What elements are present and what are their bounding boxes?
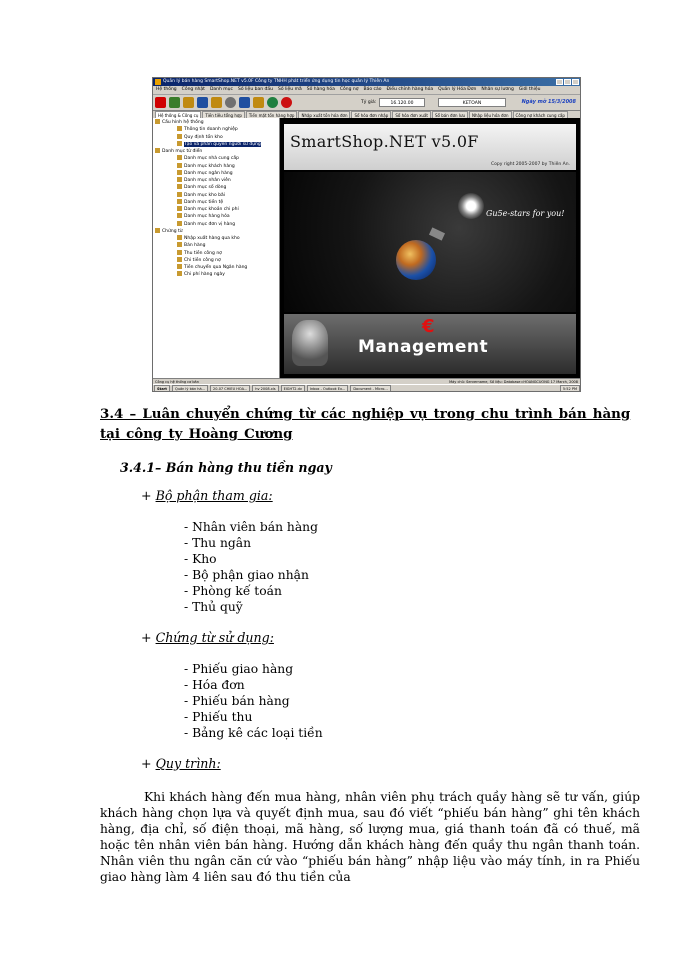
- document-icon: [177, 271, 182, 276]
- folder-icon[interactable]: [183, 97, 194, 108]
- process-paragraph: [100, 789, 640, 885]
- tree-node[interactable]: [153, 213, 279, 220]
- forward-icon[interactable]: [239, 97, 250, 108]
- document-icon: [177, 155, 182, 160]
- euro-icon: €: [422, 316, 435, 337]
- tree-node-label: Danh mục từ điển: [162, 149, 203, 154]
- folder-icon: [155, 148, 160, 153]
- slogan-text: Gu5e-stars for you!: [486, 209, 565, 218]
- tree-node[interactable]: [153, 155, 279, 162]
- tree-node-label: Quy định tồn kho: [184, 134, 223, 140]
- document-icon: [177, 221, 182, 226]
- document-icon: [177, 141, 182, 146]
- section-documents-label: [141, 630, 274, 645]
- menu-item[interactable]: Báo cáo: [363, 87, 382, 92]
- bullet-plus: +: [141, 488, 156, 503]
- taskbar-item[interactable]: Quản lý bán hà...: [172, 385, 208, 392]
- rate-field[interactable]: 16.120.00: [379, 98, 425, 107]
- copyright-text: Copy right 2005-2007 by Thiên An.: [490, 162, 570, 167]
- taskbar-item[interactable]: 20-07 CHIEU HOA...: [210, 385, 250, 392]
- participants-label: Bộ phận tham gia:: [155, 488, 273, 503]
- tree-node[interactable]: [153, 199, 279, 206]
- user-field[interactable]: KETOAN: [438, 98, 506, 107]
- document-icon: [177, 163, 182, 168]
- minimize-icon[interactable]: [556, 79, 563, 85]
- participants-list: [184, 519, 318, 615]
- document-icon: [177, 177, 182, 182]
- tab[interactable]: Tiền mặt tồn hàng hợp: [246, 111, 298, 119]
- section-process-label: [141, 756, 221, 771]
- arrow-icon[interactable]: [197, 97, 208, 108]
- tree-node[interactable]: [153, 250, 279, 257]
- tree-node[interactable]: [153, 163, 279, 170]
- list-item: - Thu ngân: [184, 536, 252, 550]
- tree-node[interactable]: [153, 192, 279, 199]
- document-icon: [177, 264, 182, 269]
- function-tree: [153, 118, 280, 379]
- tree-node[interactable]: [153, 271, 279, 278]
- rate-label: Tỷ giá:: [361, 100, 377, 105]
- app-titlebar: [153, 78, 580, 86]
- tree-node-label: Danh mục số dòng: [184, 185, 227, 191]
- menu-item[interactable]: Số liệu ban đầu: [238, 87, 273, 92]
- app-icon: [155, 79, 161, 85]
- document-icon: [177, 242, 182, 247]
- tree-node[interactable]: [153, 228, 279, 235]
- splash-banner: [280, 118, 580, 378]
- tree-node[interactable]: [153, 148, 279, 155]
- list-item: - Hóa đơn: [184, 678, 245, 692]
- list-item: - Kho: [184, 552, 217, 566]
- status-right: Máy chủ: Servername, Số liệu: Database=HOANGCUONG 17 March, 2008: [449, 380, 578, 384]
- tree-node[interactable]: [153, 119, 279, 126]
- coins-icon[interactable]: [211, 97, 222, 108]
- menu-item[interactable]: Hệ thống: [156, 87, 177, 92]
- tree-node[interactable]: [153, 257, 279, 264]
- document-icon: [177, 134, 182, 139]
- start-button[interactable]: Start: [154, 385, 170, 392]
- smartshop-screenshot: [152, 77, 581, 392]
- help-icon[interactable]: [225, 97, 236, 108]
- taskbar-item[interactable]: Document - Micro...: [350, 385, 390, 392]
- menu-item[interactable]: Danh mục: [209, 87, 234, 92]
- tab[interactable]: Sổ hóa đơn xuất: [392, 111, 431, 119]
- list-item: - Phiếu giao hàng: [184, 662, 294, 676]
- tree-node-label: Danh mục kho bãi: [184, 192, 226, 198]
- tab[interactable]: Nhập xuất tồn hóa đơn: [298, 111, 350, 119]
- bullet-plus: +: [141, 756, 156, 771]
- menu-bar: [153, 86, 580, 95]
- section-participants-label: [141, 488, 273, 503]
- tab[interactable]: Công nợ khách cung cấp: [513, 111, 568, 119]
- process-label: Quy trình:: [155, 756, 221, 771]
- documents-label: Chứng từ sử dụng:: [155, 630, 274, 645]
- tree-node-label: Danh mục hàng hóa: [184, 214, 230, 220]
- tree-node-label: Chứng từ: [162, 228, 183, 234]
- window-controls: [556, 79, 579, 85]
- tab[interactable]: Sổ bán đơn lưu: [432, 111, 468, 119]
- list-item: - Nhân viên bán hàng: [184, 520, 318, 534]
- menu-item[interactable]: Nhân sự lương: [481, 87, 514, 92]
- maximize-icon[interactable]: [564, 79, 571, 85]
- tree-node[interactable]: [153, 170, 279, 177]
- tree-node-label: Cấu hình hệ thống: [162, 120, 204, 125]
- tree-node-label: Nhập xuất hàng qua kho: [184, 236, 240, 241]
- open-date: Ngày mở 15/3/2008: [521, 99, 576, 105]
- toolbar: [153, 95, 580, 111]
- tree-node[interactable]: [153, 184, 279, 191]
- tree-node[interactable]: [153, 134, 279, 141]
- tree-node-label: Danh mục ngân hàng: [184, 170, 233, 176]
- document-icon: [177, 235, 182, 240]
- windows-taskbar: [153, 384, 581, 392]
- globe-image: [396, 240, 436, 280]
- document-icon: [177, 213, 182, 218]
- document-icon: [177, 206, 182, 211]
- satellite-dish-image: [292, 320, 328, 366]
- tree-node-label: Tạo và phân quyền người sử dụng: [184, 141, 261, 147]
- list-item: - Bảng kê các loại tiền: [184, 726, 323, 740]
- tree-node[interactable]: [153, 141, 279, 148]
- tree-node-label: Thu tiền công nợ: [184, 250, 222, 256]
- taskbar-item[interactable]: EIGHT2.dv: [281, 385, 305, 392]
- document-icon: [177, 250, 182, 255]
- menu-item[interactable]: Số liệu mã: [277, 87, 302, 92]
- taskbar-item[interactable]: Inbox - Outlook Ex...: [307, 385, 348, 392]
- section-heading-text: 3.4 – Luân chuyển chứng từ các nghiệp vụ trong chu trình bán hàng tại công ty Hoàng Cương: [100, 406, 631, 442]
- tree-node-label: Danh mục nhân viên: [184, 178, 231, 183]
- section-heading: [100, 404, 640, 444]
- tree-node-label: Danh mục nhà cung cấp: [184, 156, 239, 162]
- list-item: - Bộ phận giao nhận: [184, 568, 309, 582]
- documents-list: [184, 661, 323, 741]
- exit-icon[interactable]: [281, 97, 292, 108]
- document-icon: [177, 192, 182, 197]
- menu-item[interactable]: Điều chỉnh hàng hóa: [386, 87, 434, 92]
- list-item: - Phiếu thu: [184, 710, 253, 724]
- menu-item[interactable]: Công nhật: [181, 87, 205, 92]
- taskbar-clock: 5:52 PM: [560, 385, 580, 392]
- refresh-icon[interactable]: [267, 97, 278, 108]
- document-icon: [177, 126, 182, 131]
- tree-node[interactable]: [153, 206, 279, 213]
- star-glow: [458, 193, 484, 219]
- tree-node-label: Danh mục đơn vị hàng: [184, 221, 236, 227]
- subsection-heading: 3.4.1– Bán hàng thu tiền ngay: [120, 460, 332, 475]
- close-icon[interactable]: [572, 79, 579, 85]
- tree-node-label: Thông tin doanh nghiệp: [184, 127, 238, 133]
- management-word: Management: [358, 337, 489, 357]
- list-item: - Phiếu bán hàng: [184, 694, 290, 708]
- tree-node[interactable]: [153, 221, 279, 228]
- logo-wordmark: SmartShop.NET v5.0F: [290, 132, 479, 151]
- calculator-icon[interactable]: [253, 97, 264, 108]
- taskbar-item[interactable]: hv 2008.xls: [252, 385, 278, 392]
- tree-node[interactable]: [153, 235, 279, 242]
- menu-item[interactable]: Quản lý Hóa Đơn: [438, 87, 477, 92]
- menu-item[interactable]: Giới thiệu: [518, 87, 541, 92]
- folder-icon: [155, 119, 160, 124]
- tree-node-label: Danh mục khách hàng: [184, 163, 235, 169]
- tab[interactable]: Nhập liệu hóa đơn: [469, 111, 512, 119]
- tree-node[interactable]: [153, 177, 279, 184]
- tree-node-label: Chi tiền công nợ: [184, 257, 221, 263]
- tree-node-label: Danh mục tiền tệ: [184, 199, 224, 205]
- bullet-plus: +: [141, 630, 156, 645]
- tree-node[interactable]: [153, 126, 279, 133]
- product-logo: [284, 124, 576, 170]
- process-paragraph-text: Khi khách hàng đến mua hàng, nhân viên phụ trách quầy hàng sẽ tư vấn, giúp khách hàng chọn lựa và quyết định mua, sau đó viết “phiếu bán hàng” ghi tên khách hàng, địa chỉ, số điện thoại, mã hàng, số lượng mua, giá thanh toán đã có thuế, mã hoặc tên nhân viên bán hàng. Hướng dẫn khách hàng đến quầy thu ngân thanh toán. Nhân viên thu ngân căn cứ vào “phiếu bán hàng” nhập liệu vào máy tính, in ra Phiếu giao hàng làm 4 liên sau đó thu tiền của: [100, 790, 640, 884]
- tab[interactable]: Hệ thống & Công cụ: [155, 111, 201, 119]
- list-item: - Phòng kế toán: [184, 584, 282, 598]
- tree-node-label: Danh mục khoản chi phí: [184, 207, 239, 212]
- tree-node[interactable]: [153, 264, 279, 271]
- app-title: Quản lý bán hàng SmartShop.NET v5.0F Công ty TNHH phát triển ứng dụng tin học quản lý Thiên An: [163, 79, 390, 84]
- tree-node-label: Tiền chuyển qua Ngân hàng: [184, 265, 248, 270]
- document-icon: [177, 184, 182, 189]
- folder-icon: [155, 228, 160, 233]
- document-icon: [177, 170, 182, 175]
- document-icon: [177, 199, 182, 204]
- tree-node[interactable]: [153, 242, 279, 249]
- tree-node-label: Chi phí hàng ngày: [184, 272, 225, 278]
- document-icon: [177, 257, 182, 262]
- stop-icon[interactable]: [155, 97, 166, 108]
- space-artwork: [284, 172, 576, 312]
- status-left: Công cụ hệ thống cơ bản: [155, 380, 199, 384]
- list-item: - Thủ quỹ: [184, 600, 243, 614]
- menu-item[interactable]: Số hàng hóa: [306, 87, 335, 92]
- tab[interactable]: Sổ hóa đơn nhập: [351, 111, 391, 119]
- home-icon[interactable]: [169, 97, 180, 108]
- management-strip: [284, 314, 576, 374]
- tab[interactable]: Tiền tiêu tổng hợp: [202, 111, 245, 119]
- menu-item[interactable]: Công nợ: [339, 87, 359, 92]
- tree-node-label: Bán hàng: [184, 243, 206, 249]
